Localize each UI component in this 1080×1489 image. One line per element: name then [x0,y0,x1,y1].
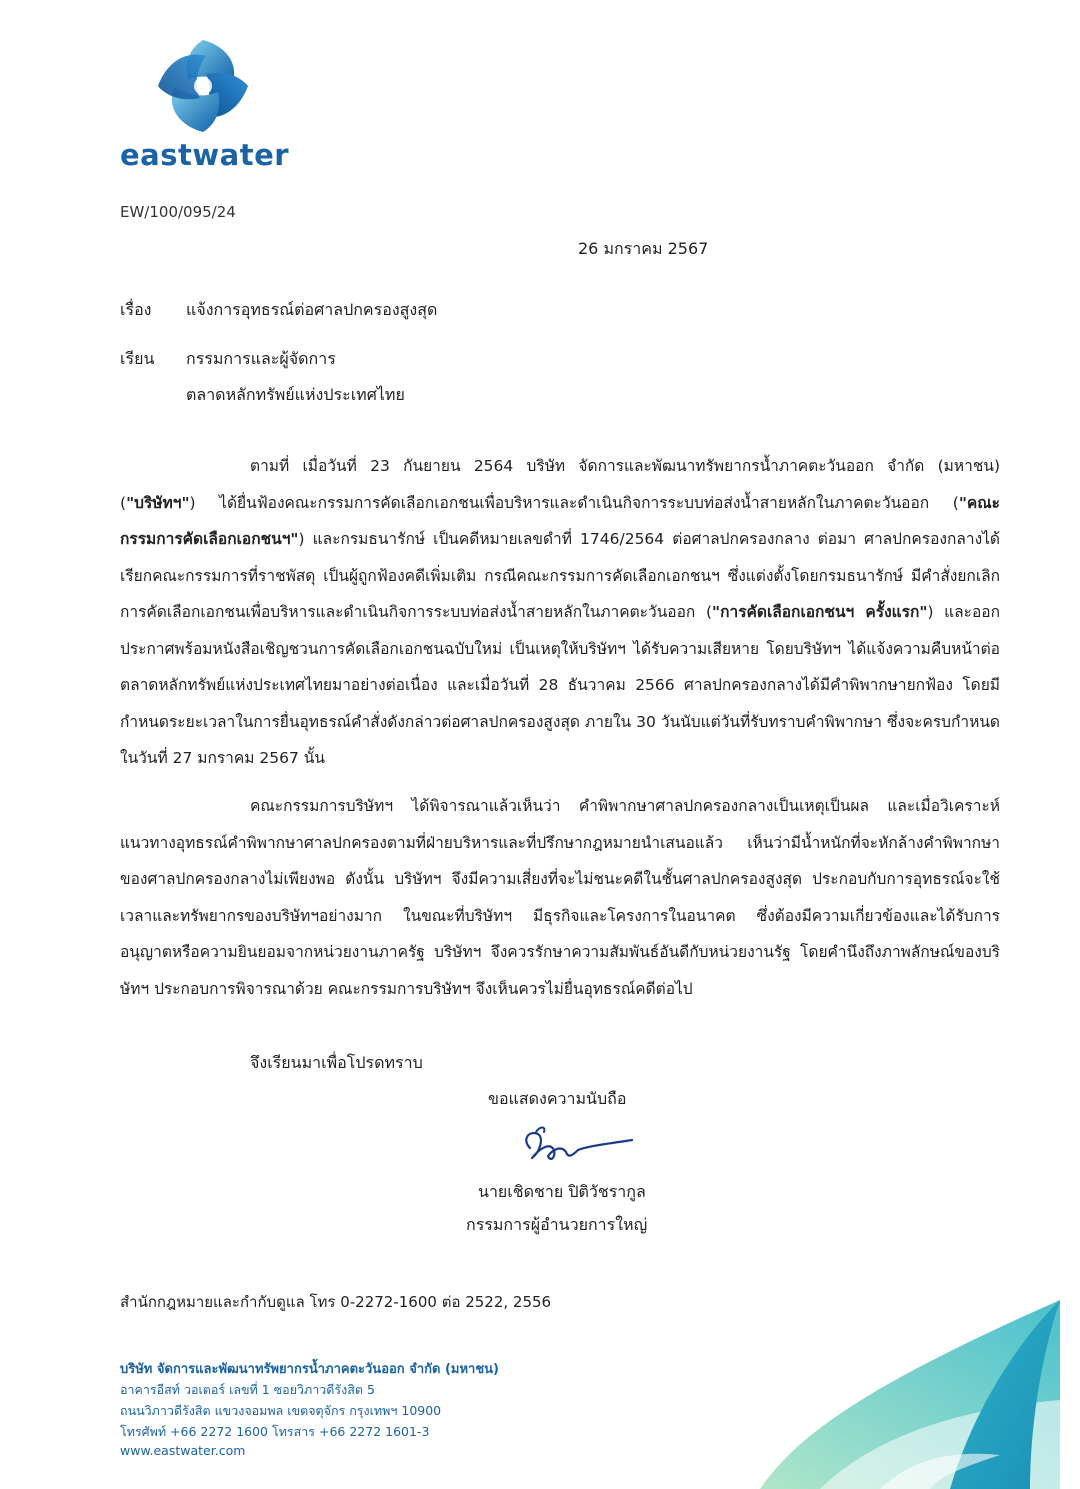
signature-image [510,1118,640,1172]
closing-line: จึงเรียนมาเพื่อโปรดทราบ [250,1053,423,1072]
footer-company-name: บริษัท จัดการและพัฒนาทรัพยากรน้ำภาคตะวันออก จำกัด (มหาชน) [120,1362,499,1377]
addressee-line-2: ตลาดหลักทรัพย์แห่งประเทศไทย [186,385,405,404]
eastwater-logo-icon [148,36,258,136]
decorative-wave-graphic [760,1280,1080,1489]
footer-address-2: ถนนวิภาวดีรังสิต แขวงจอมพล เขตจตุจักร กรุงเทพฯ 10900 [120,1403,442,1418]
letter-date: 26 มกราคม 2567 [578,239,709,258]
regards-line: ขอแสดงความนับถือ [488,1089,627,1108]
reference-number: EW/100/095/24 [120,203,236,221]
footer-website[interactable]: www.eastwater.com [120,1443,246,1458]
logo-wordmark: eastwater [120,138,290,172]
footer-address-1: อาคารอีสท์ วอเตอร์ เลขที่ 1 ซอยวิภาวดีรังสิต 5 [120,1382,375,1397]
body-paragraph-2: คณะกรรมการบริษัทฯ ได้พิจารณาแล้วเห็นว่า คำพิพากษาศาลปกครองกลางเป็นเหตุเป็นผล และเมื่อวิเคราะห์แนวทางอุทธรณ์คำพิพากษาศาลปกครองตามที่ฝ่ายบริหารและที่ปรึกษากฎหมายนำเสนอแล้ว เห็นว่ามีน้ำหนักที่จะหักล้างคำพิพากษาของศาลปกครองกลางไม่เพียงพอ ดังนั้น บริษัทฯ จึงมีความเสี่ยงที่จะไม่ชนะคดีในชั้นศาลปกครองสูงสุด ประกอบกับการอุทธรณ์จะใช้เวลาและทรัพยากรของบริษัทฯอย่างมาก ในขณะที่บริษัทฯ มีธุรกิจและโครงการในอนาคต ซึ่งต้องมีความเกี่ยวข้องและได้รับการอนุญาตหรือความยินยอมจากหน่วยงานภาครัฐ บริษัทฯ จึงควรรักษาความสัมพันธ์อันดีกับหน่วยงานรัฐ โดยคำนึงถึงภาพลักษณ์ของบริษัทฯ ประกอบการพิจารณาด้วย คณะกรรมการบริษัทฯ จึงเห็นควรไม่ยื่นอุทธรณ์คดีต่อไป [120,797,1000,998]
signer-title: กรรมการผู้อำนวยการใหญ่ [466,1215,648,1234]
subject-label: เรื่อง [120,300,152,319]
addressee-line-1: กรรมการและผู้จัดการ [186,349,336,368]
body-paragraph-1: ตามที่ เมื่อวันที่ 23 กันยายน 2564 บริษัท จัดการและพัฒนาทรัพยากรน้ำภาคตะวันออก จำกัด (มหาชน) ("บริษัทฯ") ได้ยื่นฟ้องคณะกรรมการคัดเลือกเอกชนเพื่อบริหารและดำเนินกิจการระบบท่อส่งน้ำสายหลักในภาคตะวันออก ("คณะกรรมการคัดเลือกเอกชนฯ") และกรมธนารักษ์ เป็นคดีหมายเลขดำที่ 1746/2564 ต่อศาลปกครองกลาง ต่อมา ศาลปกครองกลางได้เรียกคณะกรรมการที่ราชพัสดุ เป็นผู้ถูกฟ้องคดีเพิ่มเติม กรณีคณะกรรมการคัดเลือกเอกชนฯ ซึ่งแต่งตั้งโดยกรมธนารักษ์ มีคำสั่งยกเลิกการคัดเลือกเอกชนเพื่อบริหารและดำเนินกิจการระบบท่อส่งน้ำสายหลักในภาคตะวันออก ("การคัดเลือกเอกชนฯ ครั้งแรก") และออกประกาศพร้อมหนังสือเชิญชวนการคัดเลือกเอกชนฉบับใหม่ เป็นเหตุให้บริษัทฯ ได้รับความเสียหาย โดยบริษัทฯ ได้แจ้งความคืบหน้าต่อตลาดหลักทรัพย์แห่งประเทศไทยมาอย่างต่อเนื่อง และเมื่อวันที่ 28 ธันวาคม 2566 ศาลปกครองกลางได้มีคำพิพากษายกฟ้อง โดยมีกำหนดระยะเวลาในการยื่นอุทธรณ์คำสั่งดังกล่าวต่อศาลปกครองสูงสุด ภายใน 30 วันนับแต่วันที่รับทราบคำพิพากษา ซึ่งจะครบกำหนดในวันที่ 27 มกราคม 2567 นั้น [120,457,1000,767]
signer-name: นายเชิดชาย ปิติวัชรากูล [478,1182,646,1201]
addressee-label: เรียน [120,349,155,368]
contact-line: สำนักกฎหมายและกำกับดูแล โทร 0-2272-1600 ต่อ 2522, 2556 [120,1293,552,1311]
subject-text: แจ้งการอุทธรณ์ต่อศาลปกครองสูงสุด [186,300,438,319]
footer-phone: โทรศัพท์ +66 2272 1600 โทรสาร +66 2272 1601-3 [120,1424,430,1439]
